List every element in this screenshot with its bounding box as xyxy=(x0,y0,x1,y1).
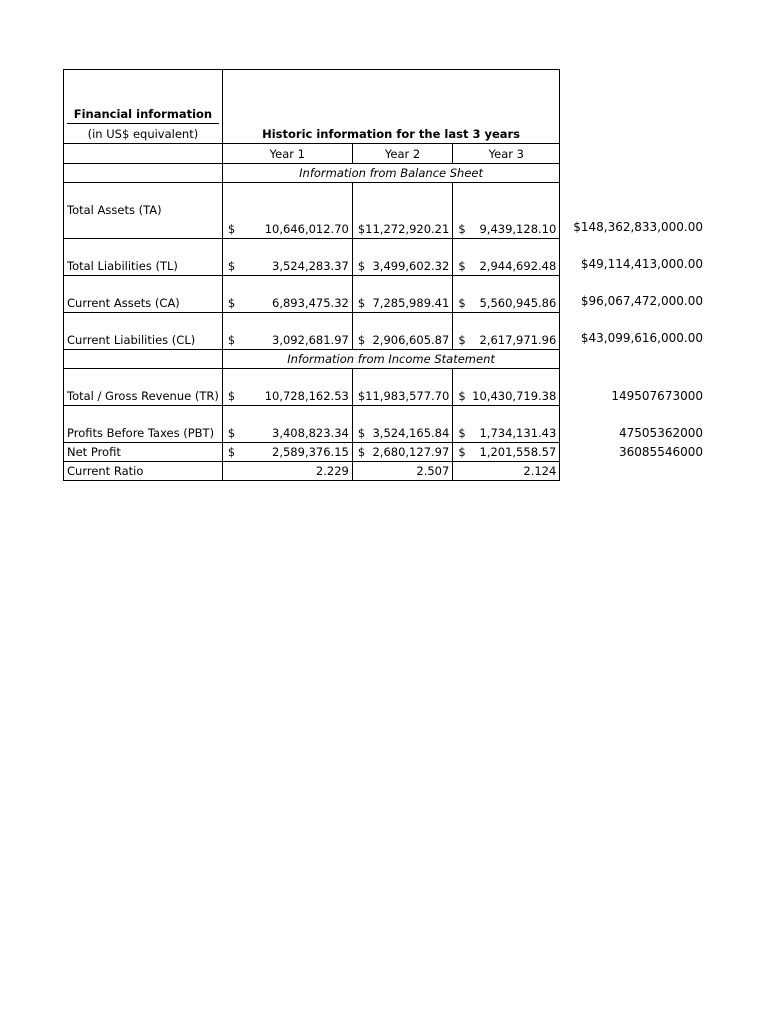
row-label-current-ratio: Current Ratio xyxy=(64,462,223,481)
cell-value: 3,092,681.97 xyxy=(272,333,349,347)
financial-table xyxy=(63,69,560,481)
empty-cell xyxy=(64,144,223,164)
side-current-assets: $96,067,472,000.00 xyxy=(580,294,703,308)
cell-value: 11,272,920.21 xyxy=(365,222,450,236)
cell-value: 7,285,989.41 xyxy=(372,296,450,310)
row-label-current-liabilities: Current Liabilities (CL) xyxy=(64,313,223,350)
side-total-revenue: 149507673000 xyxy=(611,389,703,403)
currency-symbol: $ xyxy=(357,222,366,236)
cell-value: 1,734,131.43 xyxy=(479,426,557,440)
year-2-header: Year 2 xyxy=(352,144,452,164)
total-liabilities-year-1 xyxy=(222,239,352,276)
revenue-year-2 xyxy=(352,369,452,406)
currency-symbol: $ xyxy=(458,426,466,440)
side-total-assets: $148,362,833,000.00 xyxy=(573,220,703,234)
currency-symbol: $ xyxy=(357,445,366,459)
cell-value: 2,617,971.96 xyxy=(479,333,557,347)
cell-value: 2,589,376.15 xyxy=(272,445,349,459)
side-profits-before-taxes: 47505362000 xyxy=(619,426,703,440)
currency-symbol: $ xyxy=(227,222,236,236)
cell-value: 6,893,475.32 xyxy=(272,296,349,310)
balance-sheet-section: Information from Balance Sheet xyxy=(222,164,559,183)
income-statement-section: Information from Income Statement xyxy=(222,350,559,369)
empty-cell xyxy=(64,350,223,369)
financial-information-heading: Financial information xyxy=(73,107,213,121)
row-label-current-assets: Current Assets (CA) xyxy=(64,276,223,313)
row-label-profits-before-taxes: Profits Before Taxes (PBT) xyxy=(64,406,223,443)
cell-value: 10,430,719.38 xyxy=(472,389,557,403)
currency-symbol: $ xyxy=(458,445,466,459)
revenue-year-1 xyxy=(222,369,352,406)
row-label-total-assets: Total Assets (TA) xyxy=(64,183,223,239)
total-assets-year-1 xyxy=(222,183,352,239)
pbt-year-1 xyxy=(222,406,352,443)
currency-symbol: $ xyxy=(227,259,236,273)
current-ratio-year-1: 2.229 xyxy=(222,462,352,481)
header-left-cell xyxy=(64,70,223,144)
currency-symbol: $ xyxy=(458,296,466,310)
currency-symbol: $ xyxy=(458,389,466,403)
currency-symbol: $ xyxy=(227,445,236,459)
current-ratio-year-3: 2.124 xyxy=(453,462,560,481)
cell-value: 5,560,945.86 xyxy=(479,296,557,310)
currency-symbol: $ xyxy=(357,333,366,347)
currency-note: (in US$ equivalent) xyxy=(67,123,219,143)
currency-symbol: $ xyxy=(458,333,466,347)
cell-value: 3,499,602.32 xyxy=(372,259,450,273)
empty-cell xyxy=(64,164,223,183)
cell-value: 2,944,692.48 xyxy=(479,259,557,273)
currency-symbol: $ xyxy=(357,426,366,440)
cell-value: 9,439,128.10 xyxy=(479,222,557,236)
current-assets-year-2 xyxy=(352,276,452,313)
cell-value: 3,524,283.37 xyxy=(272,259,349,273)
cell-value: 2,680,127.97 xyxy=(372,445,450,459)
cell-value: 3,524,165.84 xyxy=(372,426,450,440)
currency-symbol: $ xyxy=(227,426,236,440)
cell-value: 1,201,558.57 xyxy=(479,445,557,459)
current-liabilities-year-1 xyxy=(222,313,352,350)
currency-symbol: $ xyxy=(357,259,366,273)
total-liabilities-year-2 xyxy=(352,239,452,276)
side-net-profit: 36085546000 xyxy=(619,445,703,459)
table-title: Historic information for the last 3 years xyxy=(222,70,559,144)
currency-symbol: $ xyxy=(458,222,466,236)
side-current-liabilities: $43,099,616,000.00 xyxy=(580,331,703,345)
row-label-net-profit: Net Profit xyxy=(64,443,223,462)
total-assets-year-2 xyxy=(352,183,452,239)
current-ratio-year-2: 2.507 xyxy=(352,462,452,481)
currency-symbol: $ xyxy=(458,259,466,273)
side-total-liabilities: $49,114,413,000.00 xyxy=(580,257,703,271)
row-label-total-liabilities: Total Liabilities (TL) xyxy=(64,239,223,276)
currency-symbol: $ xyxy=(357,389,366,403)
cell-value: 11,983,577.70 xyxy=(365,389,450,403)
current-liabilities-year-2 xyxy=(352,313,452,350)
current-assets-year-1 xyxy=(222,276,352,313)
currency-symbol: $ xyxy=(227,389,236,403)
net-profit-year-1 xyxy=(222,443,352,462)
cell-value: 10,728,162.53 xyxy=(264,389,349,403)
pbt-year-2 xyxy=(352,406,452,443)
net-profit-year-2 xyxy=(352,443,452,462)
currency-symbol: $ xyxy=(357,296,366,310)
cell-value: 10,646,012.70 xyxy=(264,222,349,236)
currency-symbol: $ xyxy=(227,333,236,347)
cell-value: 2,906,605.87 xyxy=(372,333,450,347)
year-1-header: Year 1 xyxy=(222,144,352,164)
cell-value: 3,408,823.34 xyxy=(272,426,349,440)
currency-symbol: $ xyxy=(227,296,236,310)
year-3-header: Year 3 xyxy=(453,144,560,164)
row-label-total-revenue: Total / Gross Revenue (TR) xyxy=(64,369,223,406)
